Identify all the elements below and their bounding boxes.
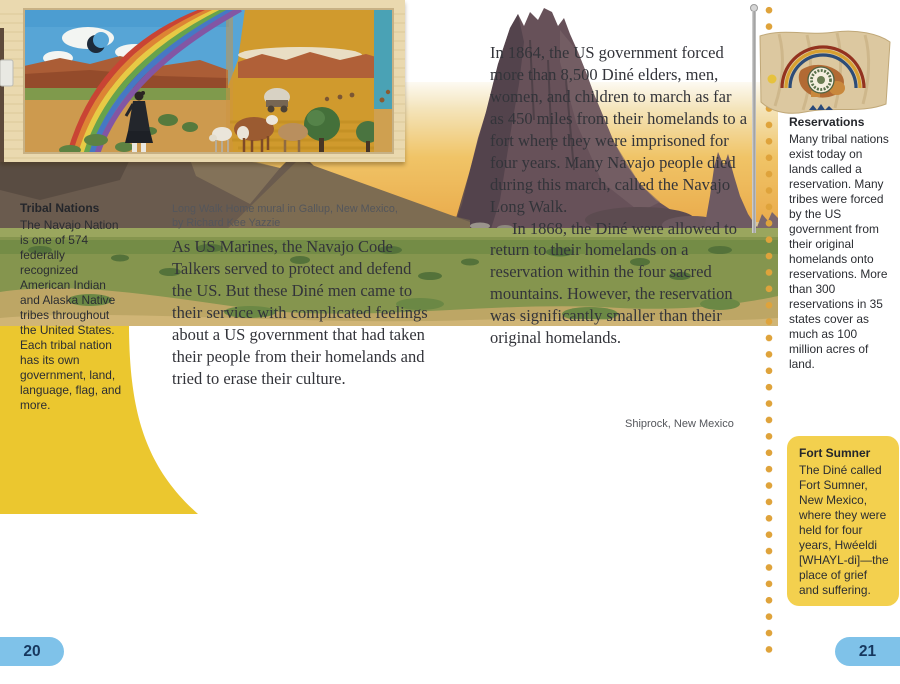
reservations-heading: Reservations <box>789 115 865 129</box>
flag-seal <box>808 67 834 93</box>
right-page-text <box>490 42 748 349</box>
left-page-paragraph: As US Marines, the Navajo Code Talkers served to protect and defend the US. But these Diné men came to their service with complicated feelings about a US government that had taken their people from their homelands and tried to erase their culture. <box>172 237 428 388</box>
tribal-nations-heading: Tribal Nations <box>20 201 100 215</box>
right-paragraph-2: In 1868, the Diné were allowed to return to their homelands on a reservation within the four sacred mountains. However, the reservation was significantly smaller than their original homelands. <box>490 218 737 348</box>
fort-sumner-body: The Diné called Fort Sumner, New Mexico, where they were held for four years, Hwéeldi [WHAYL-di]—the place of grief and suffering. <box>799 462 889 597</box>
tribal-nations-body: The Navajo Nation is one of 574 federally recognized American Indian and Alaska Native tribes throughout the United States. Each tribal nation has its own government, land, language, flag, and more. <box>20 217 122 412</box>
fort-sumner-callout <box>787 436 899 606</box>
fort-sumner-heading: Fort Sumner <box>799 446 871 460</box>
mural-teal-strip <box>374 9 393 153</box>
page-number-right: 21 <box>835 637 900 666</box>
reservations-sidebar <box>789 115 893 372</box>
navajo-nation-flag <box>757 26 893 122</box>
tribal-nations-sidebar <box>20 201 126 413</box>
flagpole <box>752 11 756 233</box>
page-number-left: 20 <box>0 637 64 666</box>
reservations-body: Many tribal nations exist today on lands called a reservation. Many tribes were forced by the US government from their original homelands onto reservations. More than 300 reservations in 35 states cover as much as 100 million acres of land. <box>789 131 889 371</box>
right-paragraph-1: In 1864, the US government forced more than 8,500 Diné elders, men, women, and children to march as far as 450 miles from their homelands to a fort where they were imprisoned for four years. Many Navajo people died during this march, called the Navajo Long Walk. <box>490 43 748 216</box>
mural-caption: Long Walk Home mural in Gallup, New Mexico, by Richard Kee Yazzie <box>172 203 398 230</box>
shiprock-caption: Shiprock, New Mexico <box>625 418 734 430</box>
flag-sun <box>768 75 777 84</box>
mural-photo <box>0 0 405 162</box>
